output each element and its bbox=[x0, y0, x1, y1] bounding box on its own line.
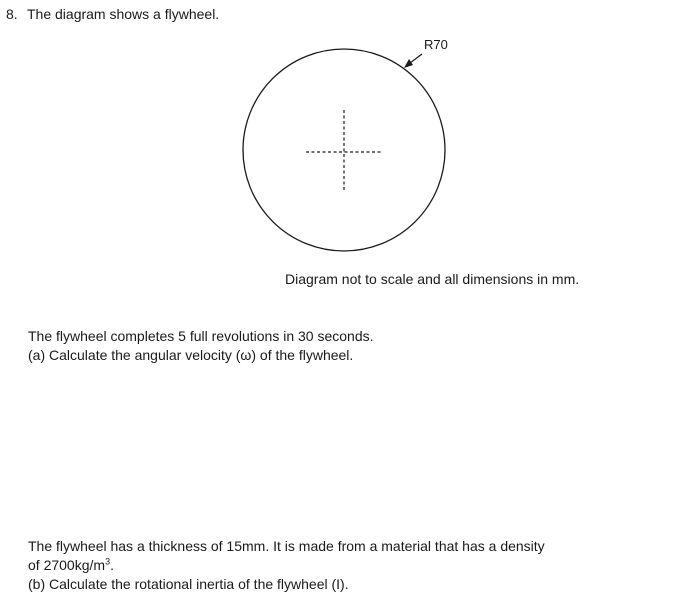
question-number: 8. bbox=[6, 6, 18, 22]
question-intro: The diagram shows a flywheel. bbox=[27, 6, 220, 22]
part-b-context-line2 bbox=[28, 556, 628, 575]
density-value: of 2700kg/m bbox=[28, 557, 106, 573]
part-b-prompt: (b) Calculate the rotational inertia of the flywheel (I). bbox=[28, 576, 349, 592]
flywheel-diagram bbox=[0, 0, 676, 270]
density-period: . bbox=[110, 557, 114, 573]
radius-arrowhead bbox=[404, 59, 413, 68]
radius-leader-line bbox=[410, 54, 422, 63]
diagram-note: Diagram not to scale and all dimensions in mm. bbox=[285, 271, 580, 287]
part-a-prompt: (a) Calculate the angular velocity (ω) of the flywheel. bbox=[28, 347, 354, 363]
part-b-context-line1: The flywheel has a thickness of 15mm. It is made from a material that has a density bbox=[28, 538, 545, 554]
density-exponent: 3 bbox=[105, 556, 111, 567]
part-a-context: The flywheel completes 5 full revolutions in 30 seconds. bbox=[28, 328, 374, 344]
radius-label: R70 bbox=[424, 37, 448, 52]
